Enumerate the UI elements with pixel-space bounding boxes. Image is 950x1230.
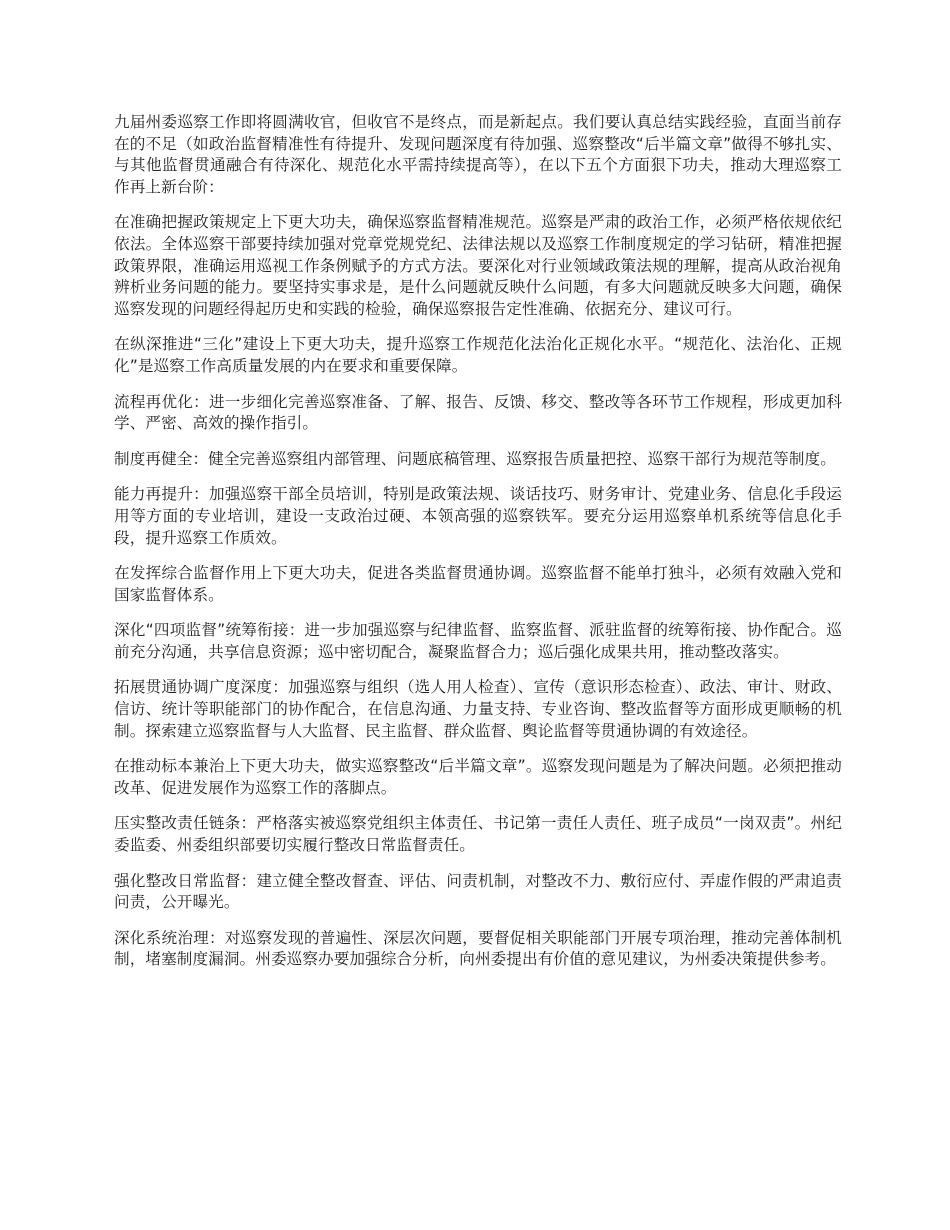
responsibility-chain-paragraph: 压实整改责任链条：严格落实被巡察党组织主体责任、书记第一责任人责任、班子成员“一岗双责”。州纪委监委、州委组织部要切实履行整改日常监督责任。 — [114, 814, 842, 855]
four-supervisions-paragraph: 深化“四项监督”统筹衔接：进一步加强巡察与纪律监督、监察监督、派驻监督的统筹衔接、协作配合。巡前充分沟通，共享信息资源；巡中密切配合，凝聚监督合力；巡后强化成果共用，推动整改落实。 — [114, 621, 842, 661]
coordination-expansion-paragraph: 拓展贯通协调广度深度：加强巡察与组织（选人用人检查）、宣传（意识形态检查）、政法、审计、财政、信访、统计等职能部门的协作配合，在信息沟通、力量支持、专业咨询、整改监督等方面形成更顺畅的机制。探索建立巡察监督与人大监督、民主监督、群众监督、舆论监督等贯通协调的有效途径。 — [114, 678, 842, 740]
systemic-governance-paragraph: 深化系统治理：对巡察发现的普遍性、深层次问题，要督促相关职能部门开展专项治理，推动完善体制机制，堵塞制度漏洞。州委巡察办要加强综合分析，向州委提出有价值的意见建议，为州委决策提供参考。 — [114, 928, 842, 969]
daily-supervision-paragraph: 强化整改日常监督：建立健全整改督查、评估、问责机制，对整改不力、敷衍应付、弄虚作假的严肃追责问责，公开曝光。 — [114, 871, 842, 912]
section-three-modernizations-paragraph: 在纵深推进“三化”建设上下更大功夫，提升巡察工作规范化法治化正规化水平。“规范化、法治化、正规化”是巡察工作高质量发展的内在要求和重要保障。 — [114, 335, 842, 375]
process-optimization-paragraph: 流程再优化：进一步细化完善巡察准备、了解、报告、反馈、移交、整改等各环节工作规程，形成更加科学、严密、高效的操作指引。 — [114, 392, 842, 433]
section-policy-paragraph: 在准确把握政策规定上下更大功夫，确保巡察监督精准规范。巡察是严肃的政治工作，必须严格依规依纪依法。全体巡察干部要持续加强对党章党规党纪、法律法规以及巡察工作制度规定的学习钻研，精准把握政策界限，准确运用巡视工作条例赋予的方式方法。要深化对行业领域政策法规的理解，提高从政治视角辨析业务问题的能力。要坚持实事求是，是什么问题就反映什么问题，有多大问题就反映多大问题，确保巡察发现的问题经得起历史和实践的检验，确保巡察报告定性准确、依据充分、建议可行。 — [114, 213, 842, 318]
document-body — [114, 112, 842, 985]
section-rectification-paragraph: 在推动标本兼治上下更大功夫，做实巡察整改“后半篇文章”。巡察发现问题是为了解决问题。必须把推动改革、促进发展作为巡察工作的落脚点。 — [114, 757, 842, 797]
capability-improvement-paragraph: 能力再提升：加强巡察干部全员培训，特别是政策法规、谈话技巧、财务审计、党建业务、信息化手段运用等方面的专业培训，建设一支政治过硬、本领高强的巡察铁军。要充分运用巡察单机系统等信息化手段，提升巡察工作质效。 — [114, 485, 842, 547]
intro-paragraph: 九届州委巡察工作即将圆满收官，但收官不是终点，而是新起点。我们要认真总结实践经验，直面当前存在的不足（如政治监督精准性有待提升、发现问题深度有待加强、巡察整改“后半篇文章”做得不够扎实、与其他监督贯通融合有待深化、规范化水平需持续提高等），在以下五个方面狠下功夫，推动大理巡察工作再上新台阶： — [114, 113, 842, 196]
system-improvement-paragraph: 制度再健全：健全完善巡察组内部管理、问题底稿管理、巡察报告质量把控、巡察干部行为规范等制度。 — [114, 449, 836, 468]
section-supervision-paragraph: 在发挥综合监督作用上下更大功夫，促进各类监督贯通协调。巡察监督不能单打独斗，必须有效融入党和国家监督体系。 — [114, 564, 842, 604]
